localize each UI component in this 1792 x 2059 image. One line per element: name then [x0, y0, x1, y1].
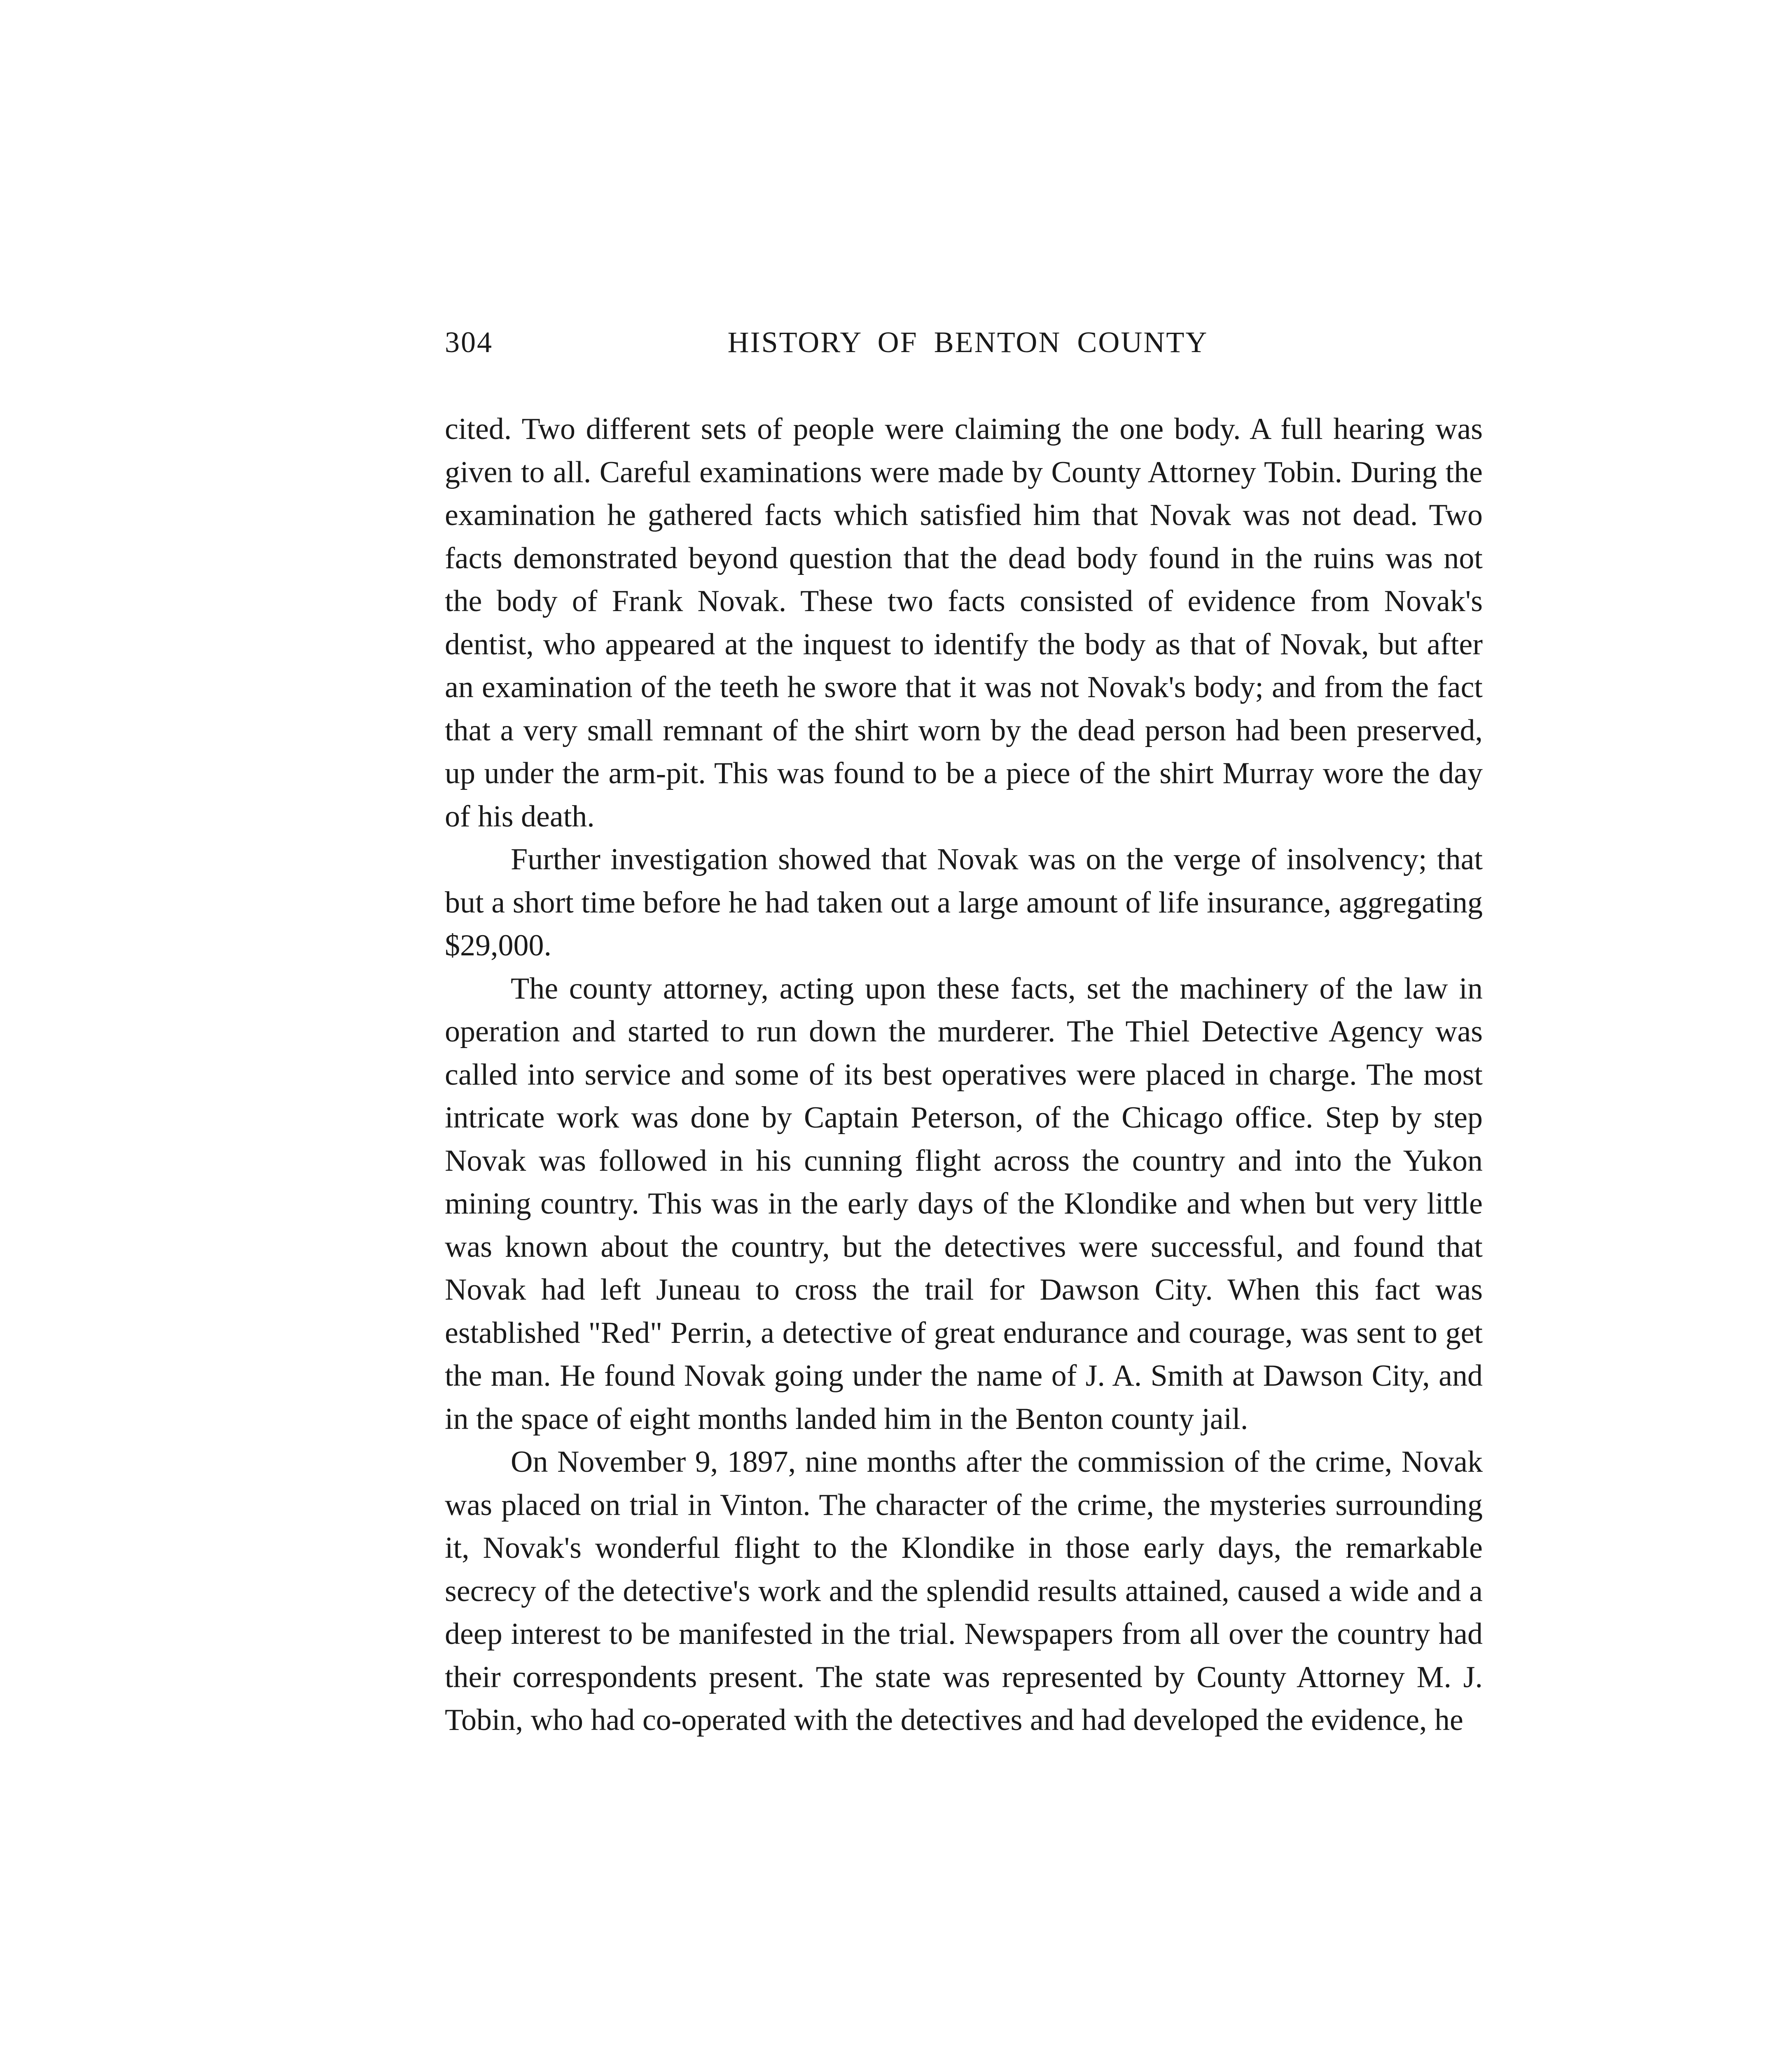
body-text	[445, 408, 1483, 1742]
paragraph-investigation: Further investigation showed that Novak was on the verge of insolvency; that but a short time before he had taken out a large amount of life insurance, aggregating $29,000.	[445, 843, 1483, 962]
running-head	[445, 325, 1483, 371]
paragraph-continued: cited. Two different sets of people were claiming the one body. A full hearing was given to all. Careful examinations were made by County Attorney Tobin. During the examination he gathered facts which satisfied him that Novak was not dead. Two facts demonstrated beyond question that the dead body found in the ruins was not the body of Frank Novak. These two facts consisted of evidence from Novak's dentist, who appeared at the inquest to identify the body as that of Novak, but after an examination of the teeth he swore that it was not Novak's body; and from the fact that a very small remnant of the shirt worn by the dead person had been preserved, up under the arm-pit. This was found to be a piece of the shirt Murray wore the day of his death.	[445, 412, 1483, 833]
running-title: HISTORY OF BENTON COUNTY	[727, 326, 1208, 359]
page-number: 304	[445, 326, 493, 359]
paragraph-pursuit: The county attorney, acting upon these facts, set the machinery of the law in operation and started to run down the murderer. The Thiel Detective Agency was called into service and some of its best operatives were placed in charge. The most intricate work was done by Captain Peterson, of the Chicago office. Step by step Novak was followed in his cunning flight across the country and into the Yukon mining country. This was in the early days of the Klondike and when but very little was known about the country, but the detectives were successful, and found that Novak had left Juneau to cross the trail for Dawson City. When this fact was established "Red" Perrin, a detective of great endurance and courage, was sent to get the man. He found Novak going under the name of J. A. Smith at Dawson City, and in the space of eight months landed him in the Benton county jail.	[445, 971, 1483, 1436]
paragraph-trial: On November 9, 1897, nine months after the commission of the crime, Novak was placed on trial in Vinton. The character of the crime, the mysteries surrounding it, Novak's wonderful flight to the Klondike in those early days, the remarkable secrecy of the detective's work and the splendid results attained, caused a wide and a deep interest to be manifested in the trial. Newspapers from all over the country had their correspondents present. The state was represented by County Attorney M. J. Tobin, who had co-operated with the detectives and had developed the evidence, he	[445, 1445, 1483, 1737]
